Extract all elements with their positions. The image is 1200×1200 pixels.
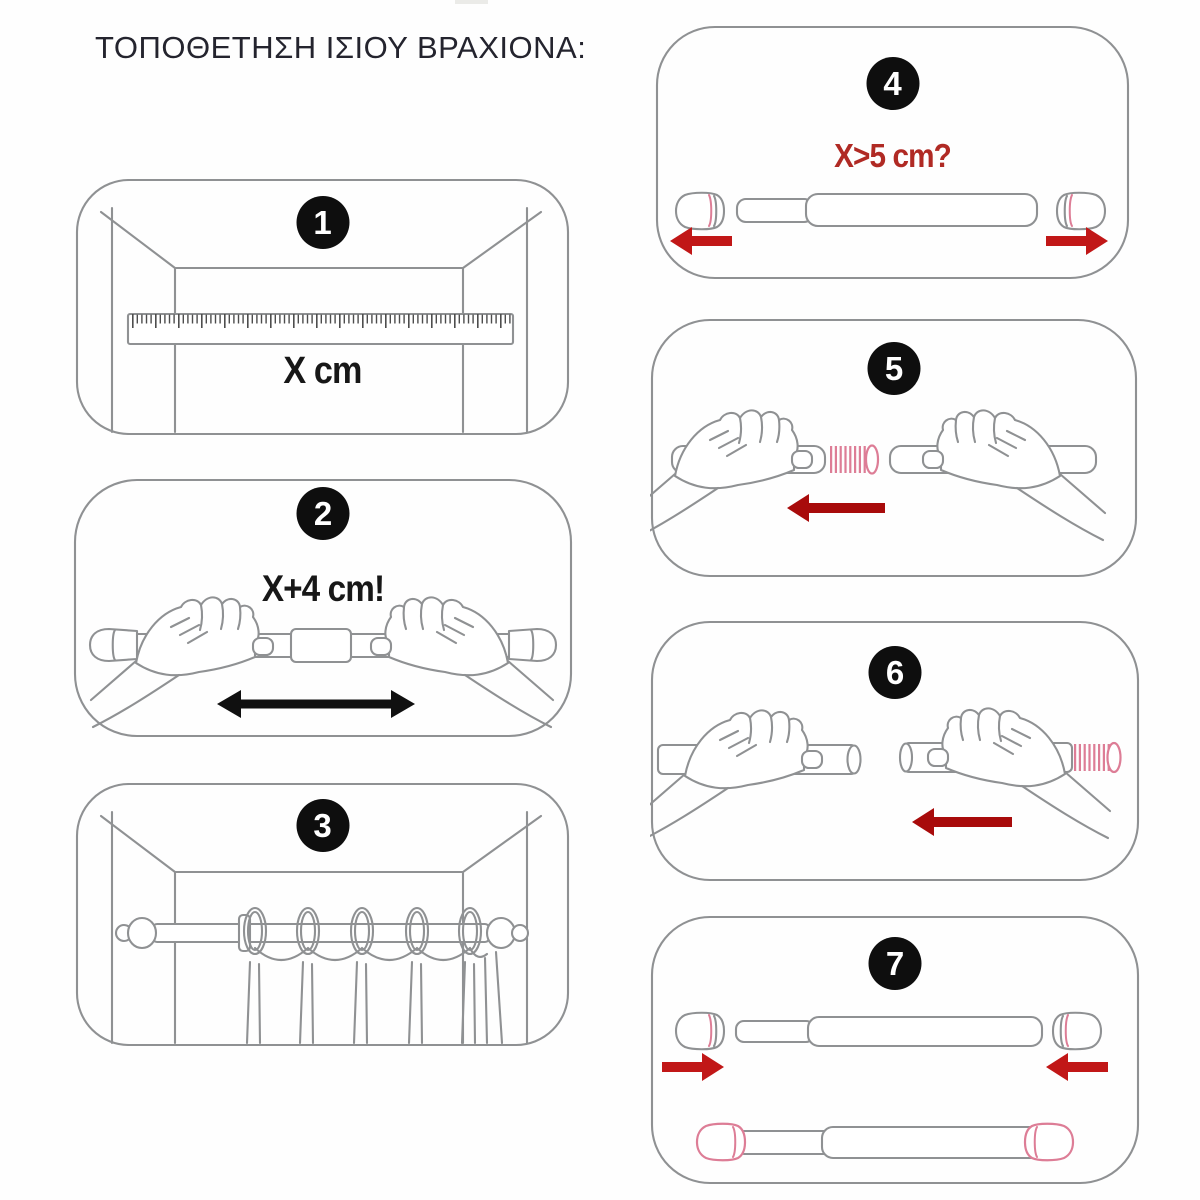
scan-artifact — [455, 0, 488, 4]
step-panel-4 — [655, 25, 1130, 280]
step-badge-6: 6 — [869, 646, 922, 699]
step-badge-5: 5 — [868, 342, 921, 395]
left-end-cap — [676, 193, 724, 230]
measurement-label-1: X cm — [283, 350, 362, 392]
step-badge-3: 3 — [296, 799, 349, 852]
arrow-left-icon — [912, 808, 1012, 836]
right-hand-icon — [923, 410, 1105, 540]
arrow-right-icon — [1046, 227, 1108, 255]
left-end-cap — [676, 1013, 724, 1050]
step-panel-7 — [650, 915, 1140, 1185]
arrow-left-icon — [1046, 1053, 1108, 1081]
step-panel-1 — [75, 178, 570, 436]
step-badge-2: 2 — [297, 487, 350, 540]
arrow-left-icon — [787, 494, 885, 522]
step-badge-4: 4 — [866, 57, 919, 110]
measurement-label-4: X>5 cm? — [834, 137, 951, 174]
left-hand-icon — [650, 710, 822, 840]
step-panel-3 — [75, 782, 570, 1047]
measurement-label-2: X+4 cm! — [261, 568, 385, 609]
step-panel-2 — [73, 478, 573, 738]
left-end-cap-attached — [697, 1124, 745, 1161]
double-arrow-icon — [217, 690, 415, 718]
rod-without-caps — [736, 1017, 1042, 1046]
assembled-rod — [697, 1124, 1073, 1161]
arrow-right-icon — [662, 1053, 724, 1081]
ruler-icon — [128, 314, 513, 344]
step-panel-6 — [650, 620, 1140, 882]
telescopic-rod — [737, 194, 1037, 226]
arrow-left-icon — [670, 227, 732, 255]
step-badge-7: 7 — [869, 937, 922, 990]
step-badge-1: 1 — [296, 196, 349, 249]
left-hand-icon — [650, 410, 812, 540]
page-title: ΤΟΠΟΘΕΤΗΣΗ ΙΣΙΟΥ ΒΡΑΧΙΟΝΑ: — [95, 30, 587, 65]
step-panel-5 — [650, 318, 1138, 578]
right-end-cap — [1053, 1013, 1101, 1050]
right-end-cap — [1057, 193, 1105, 230]
right-end-cap-attached — [1025, 1124, 1073, 1161]
